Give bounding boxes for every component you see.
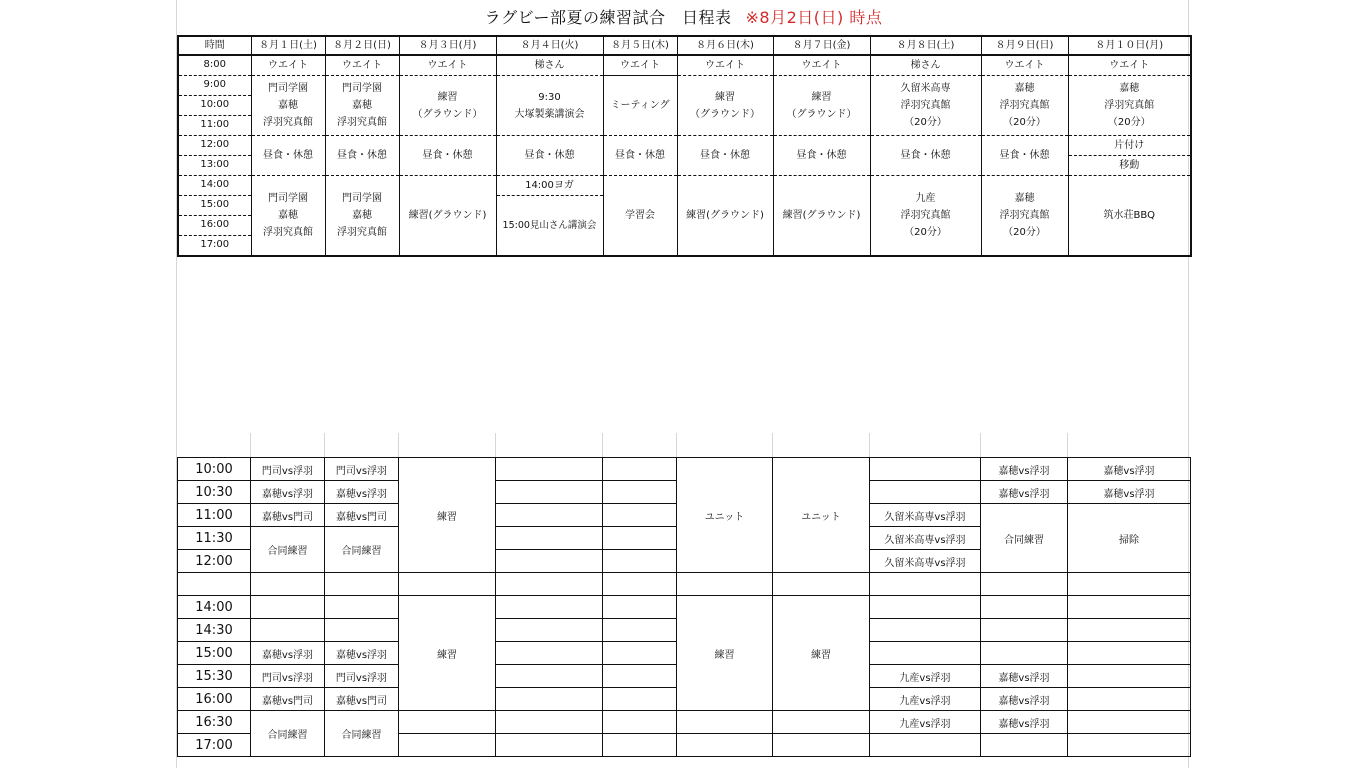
match-cell [773, 734, 870, 757]
match-cell [981, 642, 1068, 665]
match-cell: 嘉穂vs浮羽 [981, 481, 1068, 504]
match-cell: 嘉穂vs門司 [325, 688, 399, 711]
schedule-cell: 九産 浮羽究真館 （20分） [870, 176, 981, 257]
match-blank [603, 573, 677, 596]
match-time: 14:00 [178, 596, 251, 619]
match-cell [603, 619, 677, 642]
schedule-cell: ウエイト [773, 55, 870, 76]
schedule-cell: ウエイト [1068, 55, 1191, 76]
match-cell [870, 481, 981, 504]
match-cell [603, 596, 677, 619]
match-cell [496, 619, 603, 642]
match-cell [870, 734, 981, 757]
schedule-cell: 14:00ヨガ [496, 176, 603, 196]
time-slot: 9:00 [178, 76, 251, 96]
match-cell: 嘉穂vs門司 [251, 688, 325, 711]
match-cell [496, 711, 603, 734]
schedule-cell: 門司学園 嘉穂 浮羽究真館 [325, 76, 399, 136]
match-cell [1068, 734, 1191, 757]
match-cell: 九産vs浮羽 [870, 665, 981, 688]
match-time: 11:30 [178, 527, 251, 550]
match-cell: 合同練習 [251, 711, 325, 757]
match-cell [496, 504, 603, 527]
schedule-cell: 練習(グラウンド) [677, 176, 773, 257]
time-slot: 8:00 [178, 55, 251, 76]
header-day: ８月５日(木) [603, 36, 677, 55]
header-time: 時間 [178, 36, 251, 55]
match-cell: 合同練習 [325, 527, 399, 573]
match-blank [870, 573, 981, 596]
schedule-cell: 練習 （グラウンド） [399, 76, 496, 136]
match-cell [773, 711, 870, 734]
schedule-cell: ウエイト [399, 55, 496, 76]
match-blank [1068, 573, 1191, 596]
match-cell [677, 734, 773, 757]
match-cell [1068, 688, 1191, 711]
match-cell: 嘉穂vs浮羽 [1068, 481, 1191, 504]
time-slot: 11:00 [178, 116, 251, 136]
schedule-cell: 門司学園 嘉穂 浮羽究真館 [251, 176, 325, 257]
match-blank [677, 573, 773, 596]
match-cell: 合同練習 [981, 504, 1068, 573]
match-cell: 九産vs浮羽 [870, 688, 981, 711]
match-cell [1068, 619, 1191, 642]
time-slot: 12:00 [178, 136, 251, 156]
schedule-cell: 昼食・休憩 [399, 136, 496, 176]
match-cell [603, 688, 677, 711]
schedule-cell: ウエイト [251, 55, 325, 76]
schedule-cell: 嘉穂 浮羽究真館 （20分） [981, 76, 1068, 136]
match-time: 16:30 [178, 711, 251, 734]
schedule-cell: 筑水荘BBQ [1068, 176, 1191, 257]
section-spacer [177, 433, 1190, 457]
time-slot: 16:00 [178, 216, 251, 236]
match-cell: 久留米高専vs浮羽 [870, 550, 981, 573]
match-cell: 練習 [399, 458, 496, 573]
match-blank [773, 573, 870, 596]
match-blank [178, 573, 251, 596]
match-cell [496, 550, 603, 573]
schedule-cell: 昼食・休憩 [325, 136, 399, 176]
match-cell [603, 527, 677, 550]
match-cell: 久留米高専vs浮羽 [870, 527, 981, 550]
schedule-cell: ウエイト [677, 55, 773, 76]
match-cell: 練習 [677, 596, 773, 711]
match-cell: 嘉穂vs浮羽 [325, 481, 399, 504]
match-blank [981, 573, 1068, 596]
schedule-cell: 練習 （グラウンド） [773, 76, 870, 136]
schedule-cell: 昼食・休憩 [870, 136, 981, 176]
header-day: ８月２日(日) [325, 36, 399, 55]
match-blank [325, 573, 399, 596]
match-cell [399, 734, 496, 757]
match-cell: 門司vs浮羽 [325, 665, 399, 688]
match-cell: 嘉穂vs浮羽 [251, 481, 325, 504]
match-cell [1068, 642, 1191, 665]
header-day: ８月３日(月) [399, 36, 496, 55]
time-slot: 15:00 [178, 196, 251, 216]
schedule-page [176, 0, 1189, 768]
match-cell [325, 596, 399, 619]
match-cell: 嘉穂vs門司 [251, 504, 325, 527]
schedule-cell: 練習 （グラウンド） [677, 76, 773, 136]
match-cell [603, 734, 677, 757]
title-main: ラグビー部夏の練習試合 日程表 [484, 8, 732, 27]
match-cell: 嘉穂vs浮羽 [981, 458, 1068, 481]
match-cell [603, 665, 677, 688]
match-cell: ユニット [677, 458, 773, 573]
match-cell [399, 711, 496, 734]
match-cell [1068, 711, 1191, 734]
schedule-cell: 梯さん [496, 55, 603, 76]
match-cell: 久留米高専vs浮羽 [870, 504, 981, 527]
match-time: 12:00 [178, 550, 251, 573]
match-cell [496, 642, 603, 665]
schedule-cell: 移動 [1068, 156, 1191, 176]
match-cell [981, 619, 1068, 642]
match-cell [1068, 596, 1191, 619]
match-cell: 練習 [773, 596, 870, 711]
daily-schedule-table [177, 35, 1192, 257]
match-cell [981, 734, 1068, 757]
schedule-cell: 昼食・休憩 [496, 136, 603, 176]
match-cell [603, 711, 677, 734]
page-title [177, 5, 1190, 29]
match-cell: 練習 [399, 596, 496, 711]
match-cell: 嘉穂vs浮羽 [325, 642, 399, 665]
time-slot: 10:00 [178, 96, 251, 116]
match-cell [870, 619, 981, 642]
match-time: 15:30 [178, 665, 251, 688]
match-cell: 嘉穂vs浮羽 [981, 665, 1068, 688]
match-cell: ユニット [773, 458, 870, 573]
schedule-cell: 昼食・休憩 [603, 136, 677, 176]
schedule-cell: 練習(グラウンド) [773, 176, 870, 257]
match-cell: 嘉穂vs門司 [325, 504, 399, 527]
match-cell: 嘉穂vs浮羽 [981, 688, 1068, 711]
match-blank [399, 573, 496, 596]
title-note: ※8月2日(日) 時点 [745, 8, 883, 27]
schedule-cell: 15:00見山さん講演会 [496, 196, 603, 257]
match-time: 16:00 [178, 688, 251, 711]
time-slot: 17:00 [178, 236, 251, 257]
match-cell: 門司vs浮羽 [325, 458, 399, 481]
match-cell [870, 642, 981, 665]
match-cell: 門司vs浮羽 [251, 665, 325, 688]
schedule-cell: 久留米高専 浮羽究真館 （20分） [870, 76, 981, 136]
header-day: ８月８日(土) [870, 36, 981, 55]
schedule-cell: ウエイト [325, 55, 399, 76]
match-cell [496, 596, 603, 619]
match-cell [496, 527, 603, 550]
match-cell [603, 642, 677, 665]
header-day: ８月９日(日) [981, 36, 1068, 55]
match-time: 11:00 [178, 504, 251, 527]
match-cell [251, 596, 325, 619]
match-cell: 合同練習 [251, 527, 325, 573]
match-cell [870, 458, 981, 481]
schedule-cell: 嘉穂 浮羽究真館 （20分） [1068, 76, 1191, 136]
header-row [178, 36, 1191, 55]
match-cell [496, 734, 603, 757]
schedule-cell: 片付け [1068, 136, 1191, 156]
time-slot: 13:00 [178, 156, 251, 176]
match-cell [870, 596, 981, 619]
match-cell [603, 550, 677, 573]
match-cell [677, 711, 773, 734]
match-cell: 九産vs浮羽 [870, 711, 981, 734]
schedule-cell: 9:30 大塚製薬講演会 [496, 76, 603, 136]
schedule-cell: 嘉穂 浮羽究真館 （20分） [981, 176, 1068, 257]
match-cell [981, 596, 1068, 619]
match-cell [251, 619, 325, 642]
schedule-cell: ミーティング [603, 76, 677, 136]
schedule-cell: 昼食・休憩 [677, 136, 773, 176]
schedule-cell: 昼食・休憩 [251, 136, 325, 176]
match-cell: 嘉穂vs浮羽 [981, 711, 1068, 734]
match-cell: 門司vs浮羽 [251, 458, 325, 481]
match-cell: 掃除 [1068, 504, 1191, 573]
match-cell [496, 458, 603, 481]
match-schedule-table [177, 457, 1191, 757]
schedule-cell: 学習会 [603, 176, 677, 257]
match-cell: 嘉穂vs浮羽 [1068, 458, 1191, 481]
match-cell [496, 481, 603, 504]
header-day: ８月１日(土) [251, 36, 325, 55]
header-day: ８月４日(火) [496, 36, 603, 55]
schedule-cell: 昼食・休憩 [981, 136, 1068, 176]
schedule-cell: ウエイト [603, 55, 677, 76]
match-time: 17:00 [178, 734, 251, 757]
schedule-cell: ウエイト [981, 55, 1068, 76]
schedule-cell: 梯さん [870, 55, 981, 76]
schedule-cell: 練習(グラウンド) [399, 176, 496, 257]
match-cell: 合同練習 [325, 711, 399, 757]
schedule-cell: 門司学園 嘉穂 浮羽究真館 [251, 76, 325, 136]
match-cell [496, 688, 603, 711]
match-cell [325, 619, 399, 642]
header-day: ８月１０日(月) [1068, 36, 1191, 55]
match-time: 14:30 [178, 619, 251, 642]
match-time: 15:00 [178, 642, 251, 665]
match-cell [603, 481, 677, 504]
match-time: 10:30 [178, 481, 251, 504]
match-blank [251, 573, 325, 596]
match-cell [603, 504, 677, 527]
schedule-cell: 昼食・休憩 [773, 136, 870, 176]
match-cell: 嘉穂vs浮羽 [251, 642, 325, 665]
match-time: 10:00 [178, 458, 251, 481]
schedule-cell: 門司学園 嘉穂 浮羽究真館 [325, 176, 399, 257]
header-day: ８月７日(金) [773, 36, 870, 55]
match-cell [1068, 665, 1191, 688]
match-cell [603, 458, 677, 481]
match-cell [496, 665, 603, 688]
match-blank [496, 573, 603, 596]
header-day: ８月６日(木) [677, 36, 773, 55]
time-slot: 14:00 [178, 176, 251, 196]
